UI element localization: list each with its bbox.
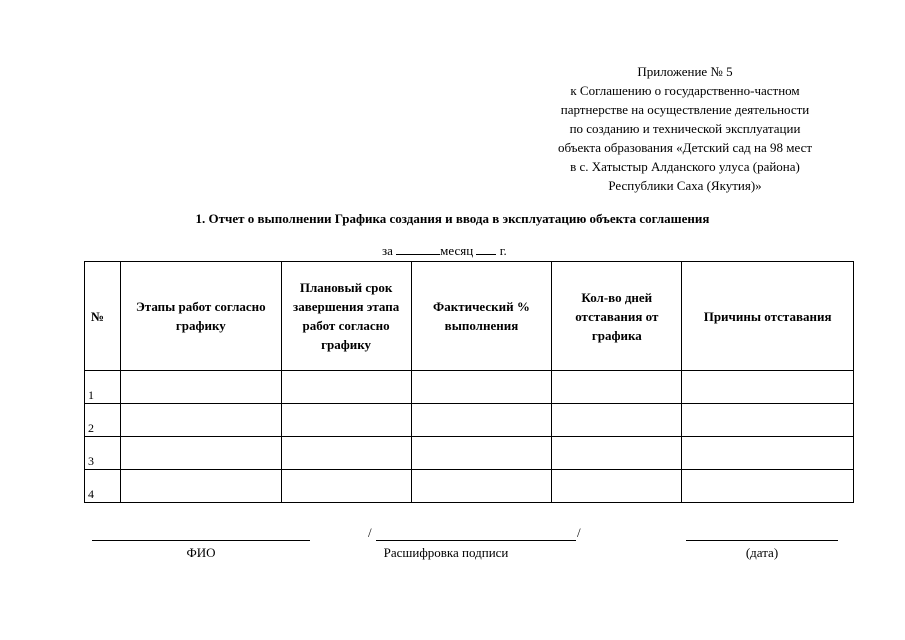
appendix-line: объекта образования «Детский сад на 98 мест: [557, 140, 813, 155]
table-row: [85, 470, 854, 503]
report-table: [84, 261, 854, 503]
table-cell: [411, 371, 552, 404]
table-cell: [411, 470, 552, 503]
table-cell: [120, 470, 281, 503]
appendix-line: к Соглашению о государственно-частном: [570, 83, 800, 98]
column-header-stages: Этапы работ согласно графику: [120, 262, 281, 371]
fio-label: ФИО: [186, 545, 216, 560]
month-blank: [396, 243, 440, 255]
table-cell: [552, 371, 682, 404]
decode-signature-line: [376, 540, 576, 541]
appendix-line: Приложение № 5: [637, 64, 733, 79]
table-header-row: [85, 262, 854, 371]
appendix-line: Республики Саха (Якутия)»: [608, 178, 762, 193]
column-header-number: №: [85, 262, 121, 371]
table-row: [85, 437, 854, 470]
date-label: (дата): [745, 545, 779, 560]
table-cell: [411, 437, 552, 470]
table-cell: [281, 470, 411, 503]
table-cell: [682, 437, 854, 470]
report-period: [382, 243, 507, 259]
slash-left: /: [368, 525, 372, 540]
column-header-planned-date: Плановый срок завершения этапа работ согласно графику: [281, 262, 411, 371]
table-row: [85, 371, 854, 404]
table-cell: [682, 404, 854, 437]
period-month-word: месяц: [440, 243, 474, 258]
table-cell: [120, 371, 281, 404]
period-prefix: за: [382, 243, 393, 258]
table-cell: [281, 404, 411, 437]
row-number-cell: 3: [85, 437, 121, 470]
appendix-line: по созданию и технической эксплуатации: [569, 121, 801, 136]
column-header-delay-days: Кол-во дней отставания от графика: [552, 262, 682, 371]
table-cell: [552, 437, 682, 470]
appendix-line: партнерстве на осуществление деятельности: [560, 102, 810, 117]
decode-label: Расшифровка подписи: [383, 545, 509, 560]
row-number-cell: 1: [85, 371, 121, 404]
table-cell: [281, 371, 411, 404]
table-cell: [281, 437, 411, 470]
table-cell: [682, 470, 854, 503]
row-number-cell: 2: [85, 404, 121, 437]
slash-right: /: [577, 525, 581, 540]
table-cell: [552, 404, 682, 437]
date-signature-line: [686, 540, 838, 541]
period-year-word: г.: [499, 243, 507, 258]
table-cell: [552, 470, 682, 503]
table-cell: [120, 404, 281, 437]
appendix-header: [520, 62, 850, 195]
table-cell: [411, 404, 552, 437]
table-row: [85, 404, 854, 437]
year-blank: [476, 243, 496, 255]
column-header-delay-reasons: Причины отставания: [682, 262, 854, 371]
table-cell: [682, 371, 854, 404]
appendix-line: в с. Хатыстыр Алданского улуса (района): [570, 159, 800, 174]
column-header-actual-percent: Фактический % выполнения: [411, 262, 552, 371]
fio-signature-line: [92, 540, 310, 541]
table-cell: [120, 437, 281, 470]
report-title: 1. Отчет о выполнении Графика создания и ввода в эксплуатацию объекта соглашения: [195, 211, 710, 226]
row-number-cell: 4: [85, 470, 121, 503]
